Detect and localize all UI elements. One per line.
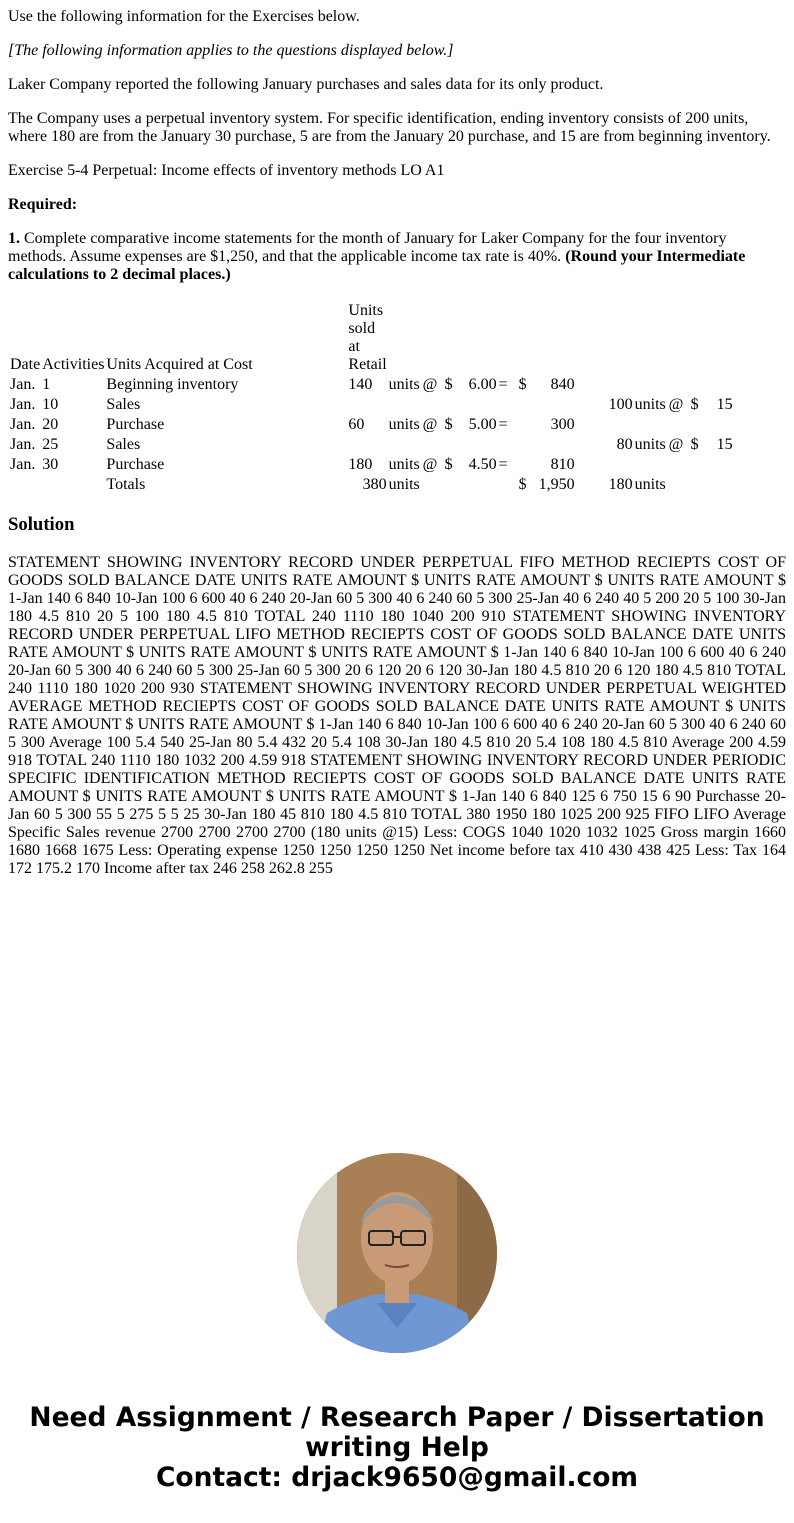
- cell-desc: Purchase: [106, 456, 165, 473]
- header-sold: Units sold at Retail: [348, 302, 387, 373]
- cell-gap: [577, 436, 607, 454]
- table-row: [10, 416, 733, 434]
- cell-eq: =: [498, 416, 508, 433]
- cell-gap: [577, 416, 607, 434]
- cell-ulab: units: [388, 456, 420, 473]
- totals-at: [423, 476, 443, 494]
- cell-amt: [531, 436, 575, 454]
- table-header-row: [10, 302, 733, 374]
- cell-sdol: [691, 416, 707, 434]
- cell-sdol: [691, 456, 707, 474]
- cell-dol2: [519, 456, 529, 474]
- cell-sulab: [635, 376, 667, 394]
- cell-ulab: units: [388, 416, 420, 433]
- cell-su: [609, 456, 633, 474]
- cell-day: 25: [42, 436, 59, 453]
- person-portrait-icon: [297, 1153, 497, 1353]
- header-activities: Activities: [42, 356, 105, 373]
- cell-srate: [709, 456, 733, 474]
- cell-desc: Purchase: [106, 416, 165, 433]
- cell-amt: 300: [550, 416, 575, 433]
- cell-day: 1: [42, 376, 51, 393]
- header-date: Date: [10, 356, 41, 373]
- totals-dol2: $: [518, 476, 527, 493]
- cell-gap: [577, 376, 607, 394]
- totals-amt: 1,950: [538, 476, 575, 493]
- cell-rate: 6.00: [468, 376, 497, 393]
- exercise-title: Exercise 5-4 Perpetual: Income effects of inventory methods LO A1: [8, 162, 445, 179]
- question-text: Complete comparative income statements for the month of January for Laker Company for the four inventory methods. Assume expenses are $1,250, and that the applicable income tax rate is 40%.: [8, 230, 727, 265]
- cell-srate: 15: [716, 396, 733, 413]
- cell-amt: 840: [550, 376, 575, 393]
- cell-day: 10: [42, 396, 59, 413]
- totals-day: [42, 476, 104, 494]
- required-heading: Required:: [8, 196, 78, 213]
- totals-sat: [669, 476, 689, 494]
- cell-dol2: [519, 396, 529, 414]
- cell-ulab: [389, 396, 421, 414]
- totals-ulab: units: [388, 476, 420, 493]
- cell-ulab: [389, 436, 421, 454]
- totals-units: 380: [362, 476, 387, 493]
- cell-at: @: [422, 456, 438, 473]
- cell-srate: 15: [716, 436, 733, 453]
- cell-rate: [465, 396, 497, 414]
- cell-units: [348, 396, 386, 414]
- cell-rate: 5.00: [468, 416, 497, 433]
- cell-dol: $: [444, 456, 453, 473]
- cell-month: Jan.: [10, 416, 36, 433]
- cell-sat: [669, 376, 689, 394]
- cell-units: 60: [348, 416, 365, 433]
- totals-sdol: [691, 476, 707, 494]
- cell-month: Jan.: [10, 376, 36, 393]
- cell-sat: @: [668, 396, 684, 413]
- cell-eq: [499, 436, 517, 454]
- totals-desc: Totals: [106, 476, 146, 493]
- totals-su: 180: [608, 476, 633, 493]
- cell-units: [348, 436, 386, 454]
- cell-rate: [465, 436, 497, 454]
- cell-day: 30: [42, 456, 59, 473]
- promo-line-1: Need Assignment / Research Paper / Dissertation: [29, 1402, 765, 1433]
- cell-amt: [531, 396, 575, 414]
- totals-row: [10, 476, 733, 494]
- cell-sat: [669, 416, 689, 434]
- totals-rate: [465, 476, 497, 494]
- author-photo: [297, 1153, 497, 1353]
- totals-month: [10, 476, 40, 494]
- cell-desc: Beginning inventory: [106, 376, 239, 393]
- cell-eq: =: [498, 456, 508, 473]
- cell-su: [609, 416, 633, 434]
- promo-line-2: writing Help: [305, 1432, 489, 1463]
- cell-sulab: units: [634, 436, 666, 453]
- intro-line-3: Laker Company reported the following January purchases and sales data for its only product.: [8, 76, 604, 93]
- table-row: [10, 396, 733, 414]
- totals-gap: [577, 476, 607, 494]
- intro-line-4: The Company uses a perpetual inventory system. For specific identification, ending inventory consists of 200 units, where 180 are from the January 30 purchase, 5 are from the January 20 purchase, and 15 are from beginning inventory.: [8, 110, 771, 145]
- cell-month: Jan.: [10, 436, 36, 453]
- cell-sdol: [691, 376, 707, 394]
- solution-body: STATEMENT SHOWING INVENTORY RECORD UNDER PERPETUAL FIFO METHOD RECIEPTS COST OF GOODS SOLD BALANCE DATE UNITS RATE AMOUNT $ UNITS RATE AMOUNT $ UNITS RATE AMOUNT $ 1-Jan 140 6 840 10-Jan 100 6 600 40 6 240 20-Jan 60 5 300 40 6 240 60 5 300 25-Jan 40 6 240 40 5 200 20 5 100 30-Jan 180 4.5 810 20 5 100 180 4.5 810 TOTAL 240 1110 180 1040 200 910 STATEMENT SHOWING INVENTORY RECORD UNDER PERPETUAL LIFO METHOD RECIEPTS COST OF GOODS SOLD BALANCE DATE UNITS RATE AMOUNT $ UNITS RATE AMOUNT $ UNITS RATE AMOUNT $ 1-Jan 140 6 840 10-Jan 100 6 600 40 6 240 20-Jan 60 5 300 40 6 240 60 5 300 25-Jan 60 5 300 20 6 120 20 6 120 30-Jan 180 4.5 810 20 6 120 180 4.5 810 TOTAL 240 1110 180 1020 200 930 STATEMENT SHOWING INVENTORY RECORD UNDER PERPETUAL WEIGHTED AVERAGE METHOD RECIEPTS COST OF GOODS SOLD BALANCE DATE UNITS RATE AMOUNT $ UNITS RATE AMOUNT $ UNITS RATE AMOUNT $ 1-Jan 140 6 840 10-Jan 100 6 600 40 6 240 20-Jan 60 5 300 40 6 240 60 5 300 Average 100 5.4 540 25-Jan 80 5.4 432 20 5.4 108 30-Jan 180 4.5 810 20 5.4 108 180 4.5 810 Average 200 4.59 918 TOTAL 240 1110 180 1032 200 4.59 918 STATEMENT SHOWING INVENTORY RECORD UNDER PERIODIC SPECIFIC IDENTIFICATION METHOD RECIEPTS COST OF GOODS SOLD BALANCE DATE UNITS RATE AMOUNT $ UNITS RATE AMOUNT $ UNITS RATE AMOUNT $ 1-Jan 140 6 840 125 6 750 15 6 90 Purchasse 20-Jan 60 5 300 55 5 275 5 5 25 30-Jan 180 45 810 180 4.5 810 TOTAL 380 1950 180 1025 200 925 FIFO LIFO Average Specific Sales revenue 2700 2700 2700 2700 (180 units @15) Less: COGS 1040 1020 1032 1025 Gross margin 1660 1680 1668 1675 Less: Operating expense 1250 1250 1250 1250 Net income before tax 410 430 438 425 Less: Tax 164 172 175.2 170 Income after tax 246 258 262.8 255: [8, 554, 786, 877]
- table-row: [10, 456, 733, 474]
- totals-eq: [499, 476, 517, 494]
- solution-heading: Solution: [8, 514, 75, 535]
- question-number: 1.: [8, 230, 20, 247]
- cell-srate: [709, 416, 733, 434]
- cell-sulab: [635, 416, 667, 434]
- inventory-table: [8, 300, 735, 496]
- cell-sdol: $: [690, 396, 699, 413]
- table-row: [10, 376, 733, 394]
- totals-sulab: units: [634, 476, 666, 493]
- cell-srate: [709, 376, 733, 394]
- promo-line-3[interactable]: Contact: drjack9650@gmail.com: [155, 1462, 639, 1493]
- cell-at: [423, 436, 443, 454]
- question-note: (Round your Intermediate calculations to 2 decimal places.): [8, 248, 746, 283]
- cell-dol: $: [444, 416, 453, 433]
- cell-desc: Sales: [106, 436, 141, 453]
- cell-units: 180: [348, 456, 373, 473]
- question-1: [8, 230, 788, 284]
- cell-su: [609, 376, 633, 394]
- cell-dol: [445, 396, 463, 414]
- cell-units: 140: [348, 376, 373, 393]
- cell-eq: [499, 396, 517, 414]
- cell-gap: [577, 456, 607, 474]
- cell-day: 20: [42, 416, 59, 433]
- cell-at: @: [422, 416, 438, 433]
- intro-line-1: Use the following information for the Exercises below.: [8, 8, 360, 25]
- cell-gap: [577, 396, 607, 414]
- totals-dol: [445, 476, 463, 494]
- cell-sdol: $: [690, 436, 699, 453]
- cell-ulab: units: [388, 376, 420, 393]
- cell-at: [423, 396, 443, 414]
- cell-su: 80: [616, 436, 633, 453]
- cell-sulab: [635, 456, 667, 474]
- cell-sat: @: [668, 436, 684, 453]
- header-acquired: Units Acquired at Cost: [106, 356, 253, 373]
- page-content: [8, 8, 788, 878]
- cell-dol2: [519, 436, 529, 454]
- promo-banner: [0, 1403, 794, 1493]
- cell-month: Jan.: [10, 396, 36, 413]
- cell-eq: =: [498, 376, 508, 393]
- cell-dol2: [519, 416, 529, 434]
- cell-rate: 4.50: [468, 456, 497, 473]
- totals-srate: [709, 476, 733, 494]
- cell-at: @: [422, 376, 438, 393]
- cell-dol: $: [444, 376, 453, 393]
- cell-amt: 810: [550, 456, 575, 473]
- intro-line-2: [The following information applies to the questions displayed below.]: [8, 42, 454, 59]
- cell-su: 100: [608, 396, 633, 413]
- cell-sulab: units: [634, 396, 666, 413]
- table-row: [10, 436, 733, 454]
- cell-dol: [445, 436, 463, 454]
- cell-month: Jan.: [10, 456, 36, 473]
- cell-sat: [669, 456, 689, 474]
- cell-desc: Sales: [106, 396, 141, 413]
- cell-dol2: $: [518, 376, 527, 393]
